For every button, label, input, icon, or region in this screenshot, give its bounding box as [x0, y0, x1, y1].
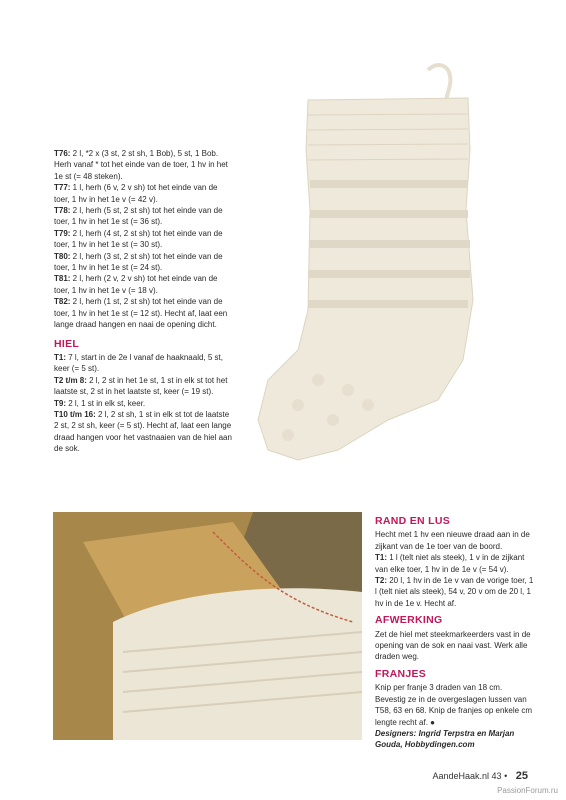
- franjes-text: Knip per franje 3 draden van 18 cm. Bevestig ze in de overgeslagen lussen van T58, 63 en 68. Knip de franjes op enkele cm lengte recht af. ●: [375, 683, 532, 727]
- row-t77: T77: 1 l, herh (6 v, 2 v sh) tot het einde van de toer, 1 hv in het 1e v (= 42 v).: [54, 183, 218, 204]
- rand-row-2: T2: 20 l, 1 hv in de 1e v van de vorige toer, 1 l (telt niet als steek), 54 v, 20 v om de 20 l, 1 hv in de 1e v. Hecht af.: [375, 576, 534, 608]
- watermark: PassionForum.ru: [497, 786, 558, 795]
- footer-separator: •: [504, 771, 508, 781]
- magazine-name: AandeHaak.nl 43: [432, 771, 502, 781]
- row-t80: T80: 2 l, herh (3 st, 2 st sh) tot het einde van de toer, 1 hv in het 1e st (= 24 st).: [54, 251, 223, 273]
- page-footer: [433, 770, 529, 782]
- hiel-row-9: T9: 2 l, 1 st in elk st, keer.: [54, 398, 146, 408]
- rand-intro: Hecht met 1 hv een nieuwe draad aan in de zijkant van de 1e toer van de boord.: [375, 530, 530, 551]
- page-number: 25: [515, 770, 528, 782]
- right-column: [375, 510, 535, 751]
- end-bullet: ●: [430, 717, 435, 727]
- rand-row-1: T1: 1 l (telt niet als steek), 1 v in de zijkant van elke toer, 1 hv in de 1e v (= 54 v).: [375, 553, 525, 574]
- row-t81: T81: 2 l, herh (2 v, 2 v sh) tot het einde van de toer, 1 hv in het 1e v (= 18 v).: [54, 274, 218, 295]
- hiel-row-10-16: T10 t/m 16: 2 l, 2 st sh, 1 st in elk st tot de laatste 2 st, 2 st sh, keer (= 5 st). Hecht af, laat een lange draad hangen voor het vastnaaien van de hiel aan de sok.: [54, 409, 232, 454]
- franjes-heading: FRANJES: [375, 667, 427, 680]
- left-column: [54, 148, 234, 455]
- afwerking-heading: AFWERKING: [375, 614, 443, 627]
- hiel-heading: HIEL: [54, 337, 80, 350]
- detail-photo: [53, 512, 362, 740]
- sock-photo: [238, 60, 503, 490]
- row-t82: T82: 2 l, herh (1 st, 2 st sh) tot het einde van de toer, 1 hv in het 1e st (= 12 st). Hecht af, laat een lange draad hangen en naai de opening dicht.: [54, 297, 228, 330]
- afwerking-text: Zet de hiel met steekmarkeerders vast in de opening van de sok en naai vast. Werk alle draden weg.: [375, 629, 531, 662]
- row-t76: T76: 2 l, *2 x (3 st, 2 st sh, 1 Bob), 5 st, 1 Bob. Herh vanaf * tot het einde van de toer, 1 hv in het 1e st (= 48 steken).: [54, 149, 228, 181]
- rand-en-lus-heading: RAND EN LUS: [375, 515, 451, 527]
- hiel-row-1: T1: 7 l, start in de 2e l vanaf de haaknaald, 5 st, keer (= 5 st).: [54, 352, 223, 374]
- row-t79: T79: 2 l, herh (4 st, 2 st sh) tot het einde van de toer, 1 hv in het 1e st (= 30 st).: [54, 228, 223, 250]
- row-t78: T78: 2 l, herh (5 st, 2 st sh) tot het einde van de toer, 1 hv in het 1e st (= 36 st).: [54, 206, 223, 227]
- hiel-row-2-8: T2 t/m 8: 2 l, 2 st in het 1e st, 1 st in elk st tot het laatste st, 2 st in het laatste st, keer (= 19 st).: [54, 375, 228, 397]
- designer-credit: Designers: Ingrid Terpstra en Marjan Gouda, Hobbydingen.com: [375, 728, 515, 750]
